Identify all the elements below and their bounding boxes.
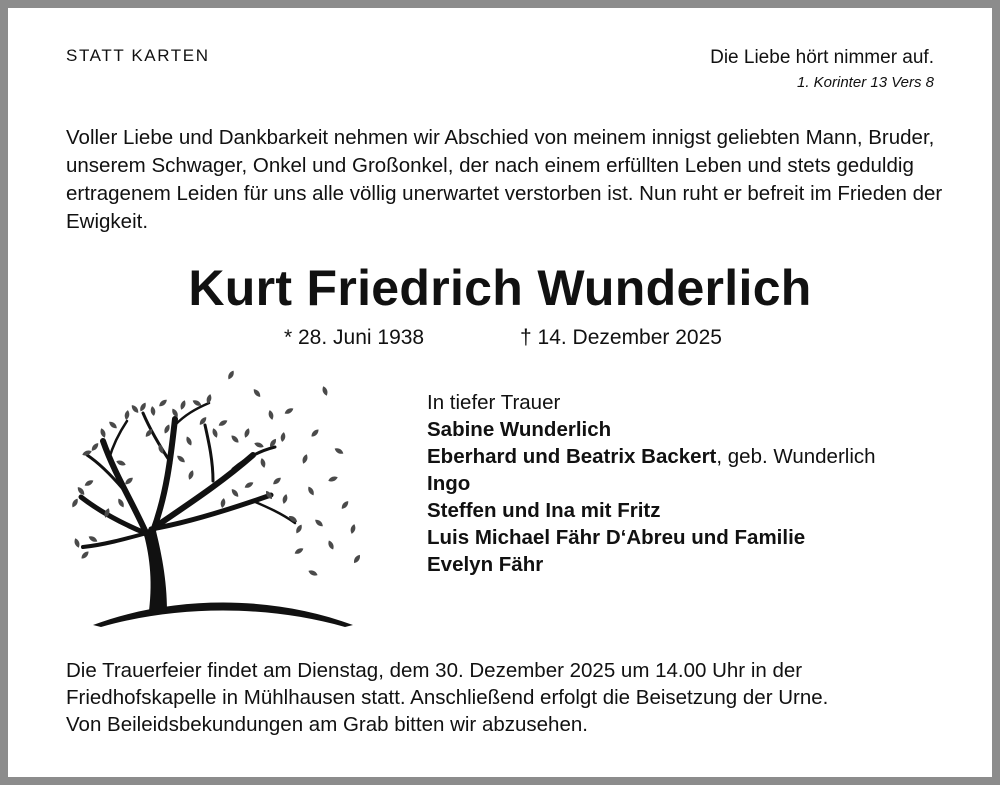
funeral-info-line: Die Trauerfeier findet am Dienstag, dem 30. Dezember 2025 um 14.00 Uhr in der xyxy=(66,659,803,682)
mourners-heading: In tiefer Trauer xyxy=(427,391,561,414)
mourner-name: Ingo xyxy=(427,472,471,495)
bible-verse-reference: 1. Korinter 13 Vers 8 xyxy=(796,74,934,91)
intro-text: Voller Liebe und Dankbarkeit nehmen wir Abschied von meinem innigst geliebten Mann, Bruder, unserem Schwager, Onkel und Großonkel, der nach einem erfüllten Leben und stets geduldig ertragenem Leiden für uns alle völlig unerwartet verstorben ist. Nun ruht er befreit im Frieden der Ewigkeit. xyxy=(66,126,943,233)
mourner-line xyxy=(427,551,876,578)
mourner-line xyxy=(427,497,876,524)
mourner-name: Evelyn Fähr xyxy=(427,553,544,576)
death-date: † 14. Dezember 2025 xyxy=(520,326,722,349)
mourner-suffix: , geb. Wunderlich xyxy=(716,445,876,468)
bible-quote: Die Liebe hört nimmer auf. xyxy=(710,47,934,68)
birth-date: * 28. Juni 1938 xyxy=(284,326,425,349)
mourner-name: Sabine Wunderlich xyxy=(427,418,612,441)
funeral-info-line: Friedhofskapelle in Mühlhausen statt. Anschließend erfolgt die Beisetzung der Urne. xyxy=(66,686,829,709)
mourner-line xyxy=(427,524,876,551)
obituary-notice xyxy=(8,8,992,777)
funeral-info-line: Von Beileidsbekundungen am Grab bitten wir abzusehen. xyxy=(66,713,588,736)
mourner-line xyxy=(427,416,876,443)
tree-with-falling-leaves-icon xyxy=(63,363,363,628)
funeral-info xyxy=(66,657,956,738)
mourner-line xyxy=(427,443,876,470)
statt-karten-label: STATT KARTEN xyxy=(66,46,210,65)
mourners-list xyxy=(427,389,876,578)
mourner-name: Steffen und Ina mit Fritz xyxy=(427,499,661,522)
mourner-line xyxy=(427,470,876,497)
deceased-name: Kurt Friedrich Wunderlich xyxy=(188,260,812,316)
mourner-name: Luis Michael Fähr D‘Abreu und Familie xyxy=(427,526,806,549)
mourner-name: Eberhard und Beatrix Backert xyxy=(427,445,717,468)
